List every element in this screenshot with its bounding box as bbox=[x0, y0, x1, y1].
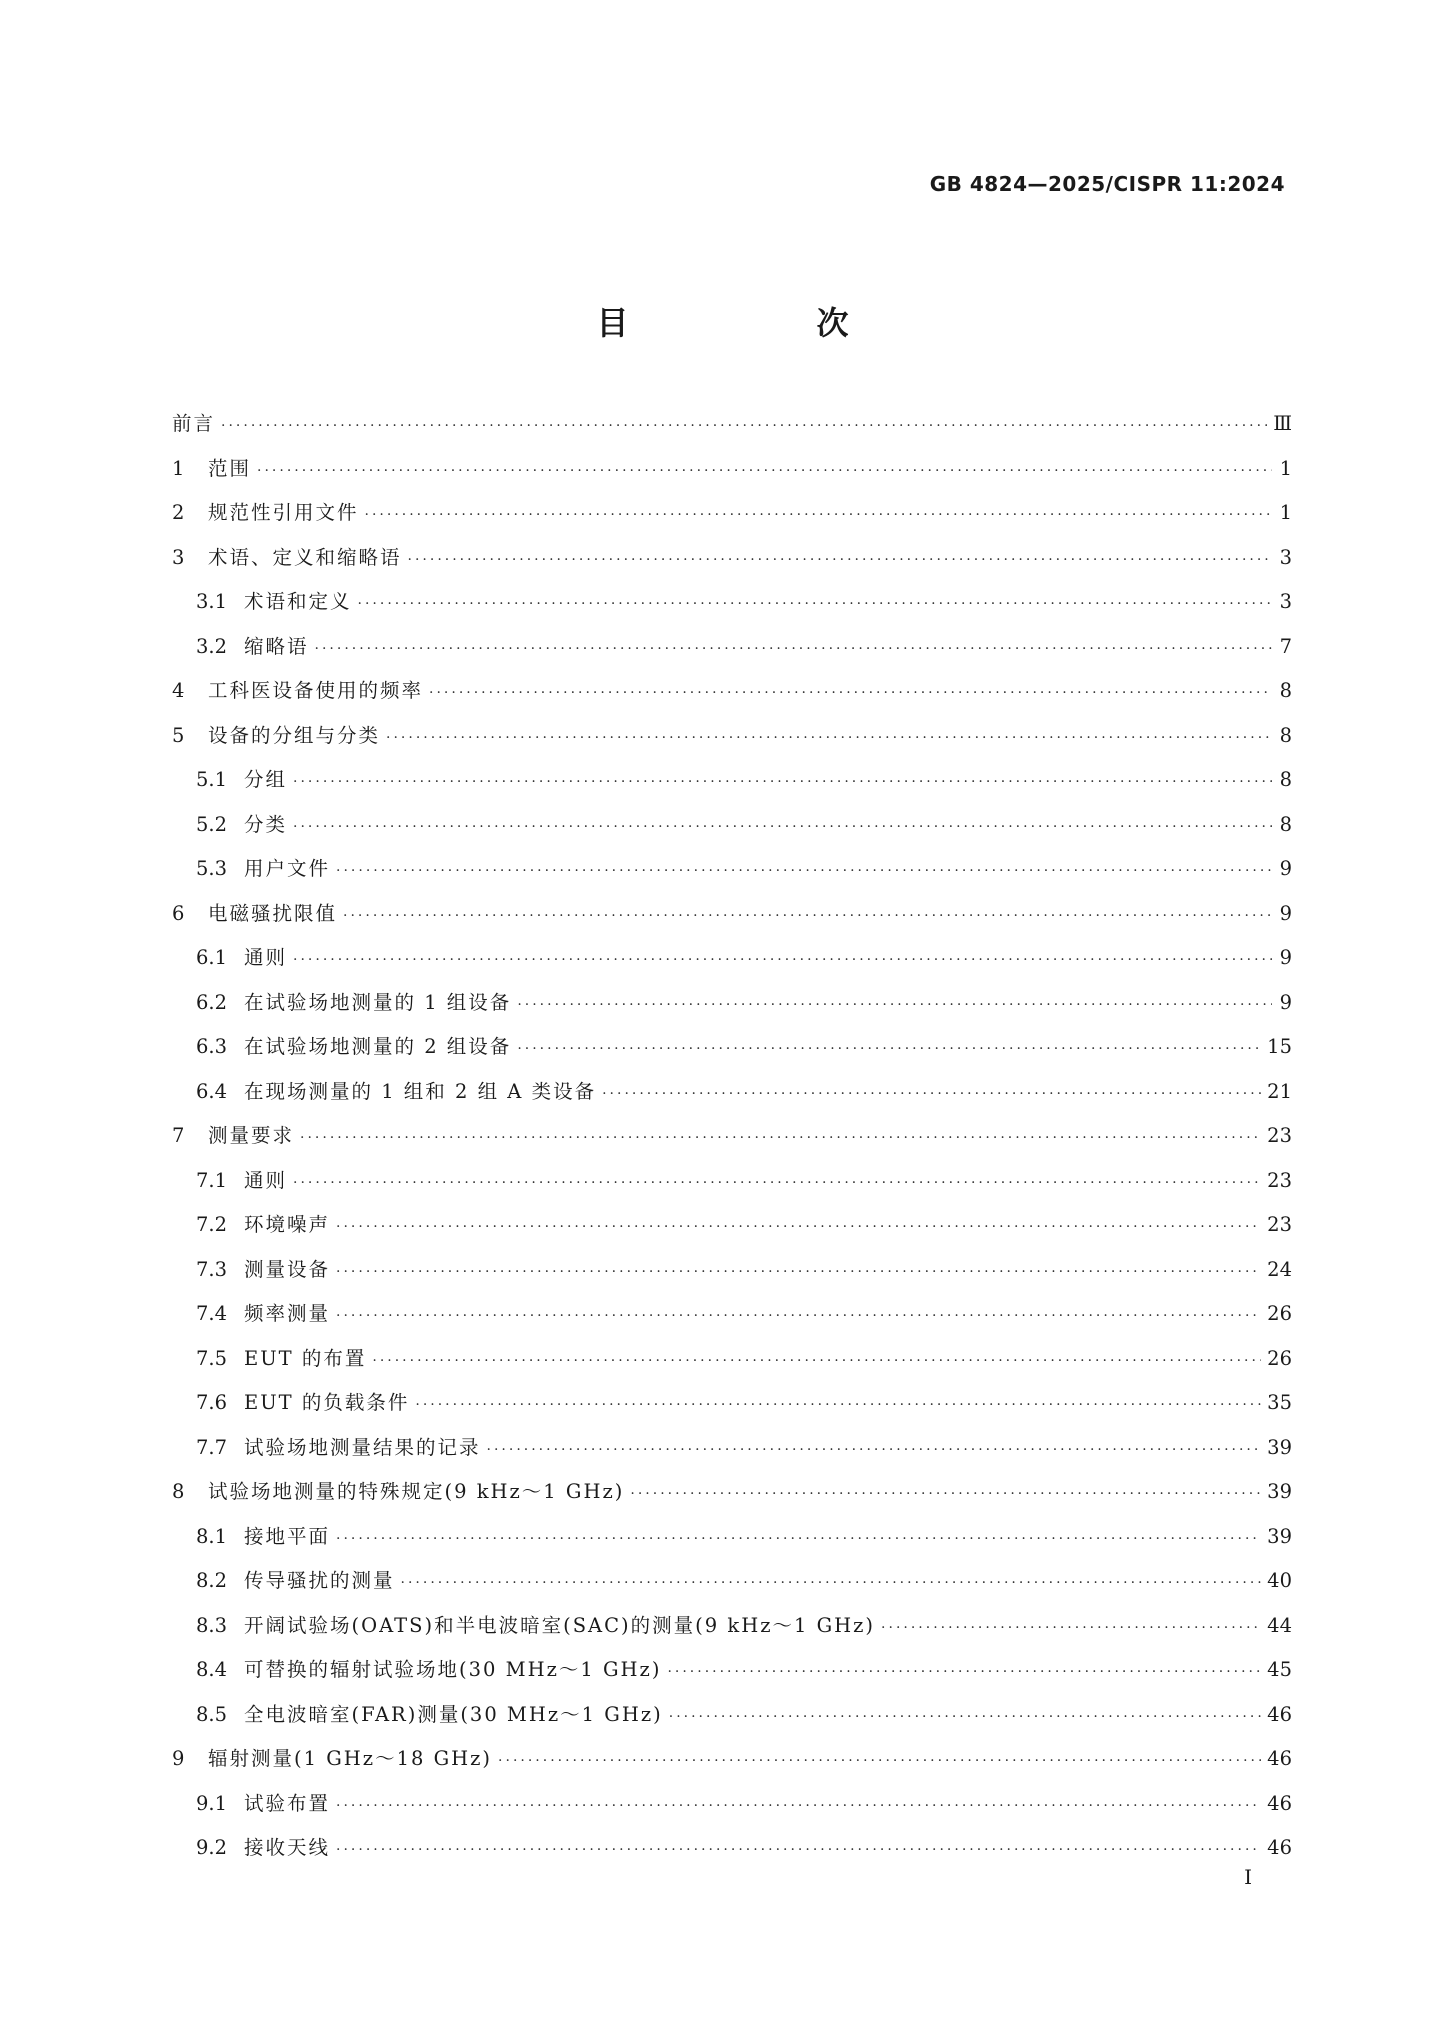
toc-entry-page: 3 bbox=[1279, 590, 1292, 613]
toc-entry-page: 35 bbox=[1267, 1391, 1292, 1414]
toc-entry[interactable] bbox=[172, 1745, 1292, 1790]
toc-entry[interactable] bbox=[172, 677, 1292, 722]
toc-entry-page: 9 bbox=[1279, 990, 1292, 1014]
toc-entry-number: 7.1 bbox=[196, 1168, 228, 1192]
toc-entry-number: 9 bbox=[172, 1747, 185, 1770]
toc-leader-dots bbox=[293, 768, 1272, 796]
toc-entry-number: 6.2 bbox=[196, 990, 228, 1014]
toc-entry-page: 3 bbox=[1279, 545, 1292, 569]
toc-leader-dots bbox=[336, 1302, 1261, 1330]
toc-entry-page: 46 bbox=[1267, 1836, 1292, 1859]
toc-entry-page: 44 bbox=[1267, 1613, 1292, 1637]
toc-entry[interactable] bbox=[172, 544, 1292, 589]
toc-entry-page: 39 bbox=[1267, 1524, 1292, 1548]
toc-leader-dots bbox=[498, 1747, 1261, 1775]
toc-entry-number: 7.6 bbox=[196, 1391, 228, 1414]
toc-entry-page: 7 bbox=[1279, 634, 1292, 658]
toc-leader-dots bbox=[517, 991, 1272, 1019]
toc-leader-dots bbox=[336, 1213, 1261, 1241]
toc-entry[interactable] bbox=[172, 900, 1292, 945]
toc-entry-page: 23 bbox=[1267, 1124, 1292, 1147]
toc-entry-label: 试验布置 bbox=[244, 1791, 331, 1815]
toc-entry[interactable] bbox=[172, 1656, 1292, 1701]
toc-leader-dots bbox=[221, 412, 1267, 440]
toc-entry[interactable] bbox=[172, 1389, 1292, 1434]
toc-entry-label: 接地平面 bbox=[244, 1524, 331, 1548]
toc-leader-dots bbox=[293, 946, 1272, 974]
toc-entry-label: 工科医设备使用的频率 bbox=[208, 679, 424, 702]
page-title: 目 次 bbox=[596, 304, 927, 342]
toc-entry[interactable] bbox=[172, 1701, 1292, 1746]
toc-leader-dots bbox=[408, 546, 1272, 574]
toc-entry[interactable] bbox=[172, 1300, 1292, 1345]
toc-entry-label: 电磁骚扰限值 bbox=[208, 901, 338, 925]
toc-entry[interactable] bbox=[172, 989, 1292, 1034]
toc-entry-label: 前言 bbox=[172, 412, 216, 435]
toc-entry[interactable] bbox=[172, 1567, 1292, 1612]
toc-entry-label: 辐射测量(1 GHz～18 GHz) bbox=[208, 1747, 493, 1770]
toc-entry-page: 23 bbox=[1267, 1168, 1292, 1192]
toc-entry[interactable] bbox=[172, 1256, 1292, 1301]
toc-entry-label: 范围 bbox=[208, 456, 252, 480]
toc-leader-dots bbox=[401, 1569, 1262, 1597]
toc-entry-page: 23 bbox=[1267, 1213, 1292, 1236]
toc-leader-dots bbox=[300, 1124, 1261, 1152]
toc-leader-dots bbox=[336, 1836, 1261, 1864]
toc-entry-number: 6.1 bbox=[196, 946, 228, 969]
toc-entry-label: 环境噪声 bbox=[244, 1213, 331, 1236]
toc-entry-page: 9 bbox=[1279, 901, 1292, 925]
toc-entry-page: 39 bbox=[1267, 1435, 1292, 1459]
toc-entry-label: 用户文件 bbox=[244, 857, 331, 880]
toc-entry[interactable] bbox=[172, 855, 1292, 900]
toc-entry-number: 5.2 bbox=[196, 812, 228, 836]
page-number: I bbox=[1244, 1865, 1252, 1889]
toc-leader-dots bbox=[386, 724, 1272, 752]
toc-entry[interactable] bbox=[172, 1612, 1292, 1657]
toc-leader-dots bbox=[358, 590, 1272, 618]
toc-entry-page: 15 bbox=[1267, 1035, 1292, 1058]
toc-entry-label: 在试验场地测量的 1 组设备 bbox=[244, 990, 512, 1014]
toc-entry-number: 6.4 bbox=[196, 1079, 228, 1103]
toc-entry[interactable] bbox=[172, 811, 1292, 856]
toc-entry[interactable] bbox=[172, 1122, 1292, 1167]
toc-leader-dots bbox=[372, 1347, 1261, 1375]
toc-entry[interactable] bbox=[172, 588, 1292, 633]
toc-entry-label: 测量要求 bbox=[208, 1124, 295, 1147]
toc-entry[interactable] bbox=[172, 1790, 1292, 1835]
toc-entry-number: 7.2 bbox=[196, 1213, 228, 1236]
toc-entry-label: EUT 的负载条件 bbox=[244, 1391, 410, 1414]
toc-entry-label: 通则 bbox=[244, 1168, 288, 1192]
toc-entry-page: 8 bbox=[1279, 812, 1292, 836]
toc-entry-number: 7.5 bbox=[196, 1346, 228, 1370]
toc-entry-page: 24 bbox=[1267, 1257, 1292, 1281]
toc-leader-dots bbox=[336, 1525, 1261, 1553]
toc-entry-number: 5.1 bbox=[196, 768, 228, 791]
toc-leader-dots bbox=[293, 1169, 1261, 1197]
toc-entry[interactable] bbox=[172, 1078, 1292, 1123]
toc-leader-dots bbox=[487, 1436, 1262, 1464]
toc-entry[interactable] bbox=[172, 766, 1292, 811]
table-of-contents bbox=[172, 410, 1292, 1879]
toc-entry-number: 3.2 bbox=[196, 634, 228, 658]
toc-entry-page: 39 bbox=[1267, 1480, 1292, 1503]
toc-entry-label: 频率测量 bbox=[244, 1302, 331, 1325]
toc-entry-page: 9 bbox=[1279, 946, 1292, 969]
toc-leader-dots bbox=[881, 1614, 1261, 1642]
toc-entry-label: 测量设备 bbox=[244, 1257, 331, 1281]
toc-leader-dots bbox=[669, 1703, 1261, 1731]
toc-entry[interactable] bbox=[172, 633, 1292, 678]
standard-code: GB 4824—2025/CISPR 11:2024 bbox=[929, 172, 1285, 196]
toc-entry-page: 1 bbox=[1279, 501, 1292, 524]
toc-entry-number: 7.4 bbox=[196, 1302, 228, 1325]
toc-entry-number: 6.3 bbox=[196, 1035, 228, 1058]
toc-leader-dots bbox=[315, 635, 1272, 663]
toc-entry-page: 46 bbox=[1267, 1747, 1292, 1770]
toc-leader-dots bbox=[415, 1391, 1261, 1419]
toc-leader-dots bbox=[365, 501, 1272, 529]
toc-entry-label: 接收天线 bbox=[244, 1836, 331, 1859]
toc-entry-label: 在试验场地测量的 2 组设备 bbox=[244, 1035, 512, 1058]
toc-leader-dots bbox=[343, 902, 1272, 930]
toc-leader-dots bbox=[429, 679, 1272, 707]
toc-entry-label: 开阔试验场(OATS)和半电波暗室(SAC)的测量(9 kHz～1 GHz) bbox=[244, 1613, 876, 1637]
toc-entry-label: 规范性引用文件 bbox=[208, 501, 359, 524]
toc-entry-number: 7.3 bbox=[196, 1257, 228, 1281]
toc-entry-page: 8 bbox=[1279, 723, 1292, 747]
toc-leader-dots bbox=[336, 1258, 1261, 1286]
toc-entry-number: 4 bbox=[172, 679, 185, 702]
toc-entry-label: 分组 bbox=[244, 768, 288, 791]
toc-leader-dots bbox=[336, 1792, 1261, 1820]
toc-entry-number: 8.3 bbox=[196, 1613, 228, 1637]
toc-entry[interactable] bbox=[172, 1834, 1292, 1879]
toc-entry-number: 8 bbox=[172, 1480, 185, 1503]
toc-entry-page: 8 bbox=[1279, 768, 1292, 791]
toc-entry[interactable] bbox=[172, 455, 1292, 500]
toc-entry-label: EUT 的布置 bbox=[244, 1346, 367, 1370]
toc-entry-number: 9.2 bbox=[196, 1836, 228, 1859]
toc-entry[interactable] bbox=[172, 1345, 1292, 1390]
toc-entry-number: 8.2 bbox=[196, 1569, 228, 1592]
toc-entry-page: 1 bbox=[1279, 456, 1292, 480]
toc-entry-page: 26 bbox=[1267, 1302, 1292, 1325]
toc-entry-page: 46 bbox=[1267, 1702, 1292, 1726]
toc-leader-dots bbox=[517, 1035, 1261, 1063]
toc-entry-page: 21 bbox=[1267, 1079, 1292, 1103]
toc-entry-number: 7 bbox=[172, 1124, 185, 1147]
toc-leader-dots bbox=[293, 813, 1272, 841]
toc-leader-dots bbox=[667, 1658, 1261, 1686]
toc-entry-page: 9 bbox=[1279, 857, 1292, 880]
toc-entry-page: 45 bbox=[1267, 1658, 1292, 1681]
toc-entry-label: 传导骚扰的测量 bbox=[244, 1569, 395, 1592]
toc-leader-dots bbox=[630, 1480, 1261, 1508]
toc-entry-number: 3 bbox=[172, 545, 185, 569]
toc-entry[interactable] bbox=[172, 410, 1292, 455]
toc-entry-number: 9.1 bbox=[196, 1791, 228, 1815]
toc-entry-label: 缩略语 bbox=[244, 634, 309, 658]
toc-leader-dots bbox=[602, 1080, 1261, 1108]
toc-entry-label: 全电波暗室(FAR)测量(30 MHz～1 GHz) bbox=[244, 1702, 663, 1726]
toc-entry[interactable] bbox=[172, 1167, 1292, 1212]
toc-entry-label: 试验场地测量结果的记录 bbox=[244, 1435, 481, 1459]
toc-entry-page: 40 bbox=[1267, 1569, 1292, 1592]
toc-entry-page: Ⅲ bbox=[1273, 412, 1292, 435]
toc-entry-label: 术语和定义 bbox=[244, 590, 352, 613]
toc-entry-page: 46 bbox=[1267, 1791, 1292, 1815]
toc-entry-number: 7.7 bbox=[196, 1435, 228, 1459]
toc-entry-number: 5 bbox=[172, 723, 185, 747]
toc-entry[interactable] bbox=[172, 1033, 1292, 1078]
toc-entry-page: 8 bbox=[1279, 679, 1292, 702]
toc-entry-number: 6 bbox=[172, 901, 185, 925]
toc-entry-label: 在现场测量的 1 组和 2 组 A 类设备 bbox=[244, 1079, 597, 1103]
toc-entry-number: 3.1 bbox=[196, 590, 228, 613]
toc-entry-label: 设备的分组与分类 bbox=[208, 723, 381, 747]
toc-leader-dots bbox=[257, 457, 1272, 485]
toc-entry[interactable] bbox=[172, 1523, 1292, 1568]
toc-entry-label: 可替换的辐射试验场地(30 MHz～1 GHz) bbox=[244, 1658, 662, 1681]
toc-entry[interactable] bbox=[172, 499, 1292, 544]
toc-entry[interactable] bbox=[172, 1434, 1292, 1479]
toc-entry-number: 8.4 bbox=[196, 1658, 228, 1681]
toc-entry-number: 2 bbox=[172, 501, 185, 524]
toc-entry-label: 分类 bbox=[244, 812, 288, 836]
toc-leader-dots bbox=[336, 857, 1272, 885]
toc-entry[interactable] bbox=[172, 1478, 1292, 1523]
toc-entry-label: 通则 bbox=[244, 946, 288, 969]
toc-entry[interactable] bbox=[172, 722, 1292, 767]
toc-entry[interactable] bbox=[172, 1211, 1292, 1256]
toc-entry-number: 1 bbox=[172, 456, 185, 480]
toc-entry-number: 8.5 bbox=[196, 1702, 228, 1726]
toc-entry-label: 术语、定义和缩略语 bbox=[208, 545, 402, 569]
toc-entry-number: 8.1 bbox=[196, 1524, 228, 1548]
toc-entry-number: 5.3 bbox=[196, 857, 228, 880]
toc-entry-page: 26 bbox=[1267, 1346, 1292, 1370]
toc-entry[interactable] bbox=[172, 944, 1292, 989]
toc-entry-label: 试验场地测量的特殊规定(9 kHz～1 GHz) bbox=[208, 1480, 625, 1503]
